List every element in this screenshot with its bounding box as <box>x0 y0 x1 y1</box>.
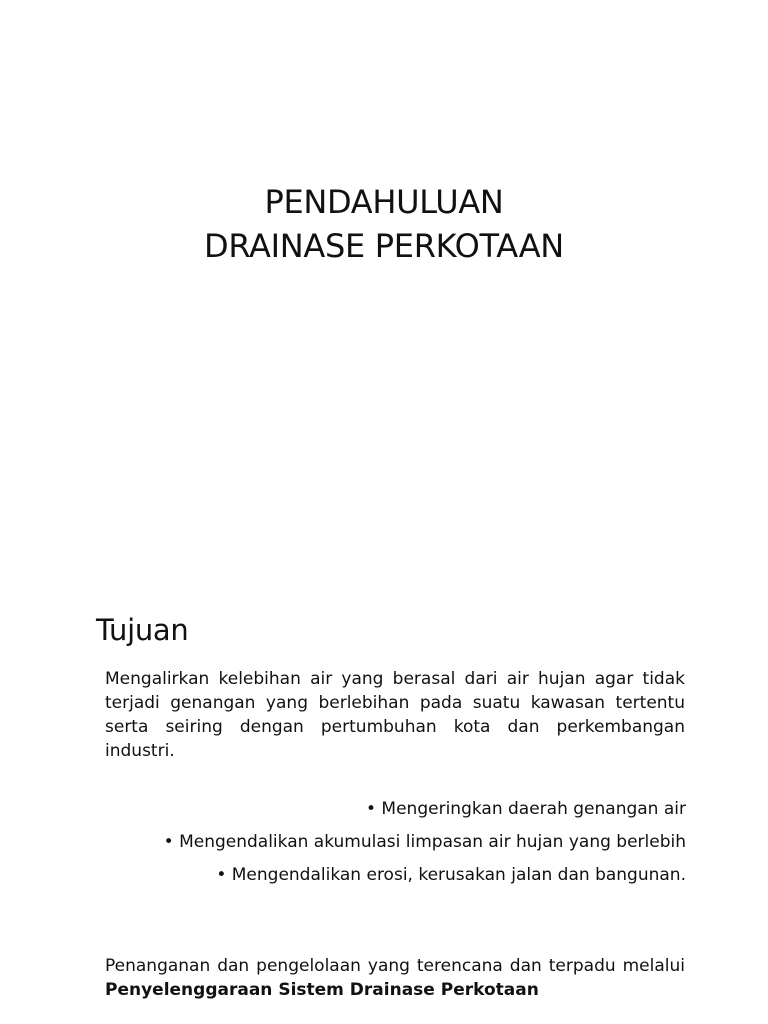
title-line-1: PENDAHULUAN <box>264 183 504 221</box>
closing-text: Penanganan dan pengelolaan yang terencana dan terpadu melalui <box>105 956 685 976</box>
section-heading: Tujuan <box>96 613 189 647</box>
bullet-list <box>164 793 686 892</box>
closing-paragraph <box>105 954 685 1002</box>
bullet-item: • Mengendalikan erosi, kerusakan jalan dan bangunan. <box>216 865 686 885</box>
purpose-paragraph: Mengalirkan kelebihan air yang berasal dari air hujan agar tidak terjadi genangan yang berlebihan pada suatu kawasan tertentu serta seiring dengan pertumbuhan kota dan perkembangan industri. <box>105 669 685 761</box>
slide-title <box>0 180 768 268</box>
content-slide <box>0 576 768 1024</box>
title-line-2: DRAINASE PERKOTAAN <box>204 227 564 265</box>
bullet-item: • Mengeringkan daerah genangan air <box>366 799 686 819</box>
closing-bold-text: Penyelenggaraan Sistem Drainase Perkotaan <box>105 980 539 1000</box>
bullet-item: • Mengendalikan akumulasi limpasan air hujan yang berlebih <box>163 832 686 852</box>
